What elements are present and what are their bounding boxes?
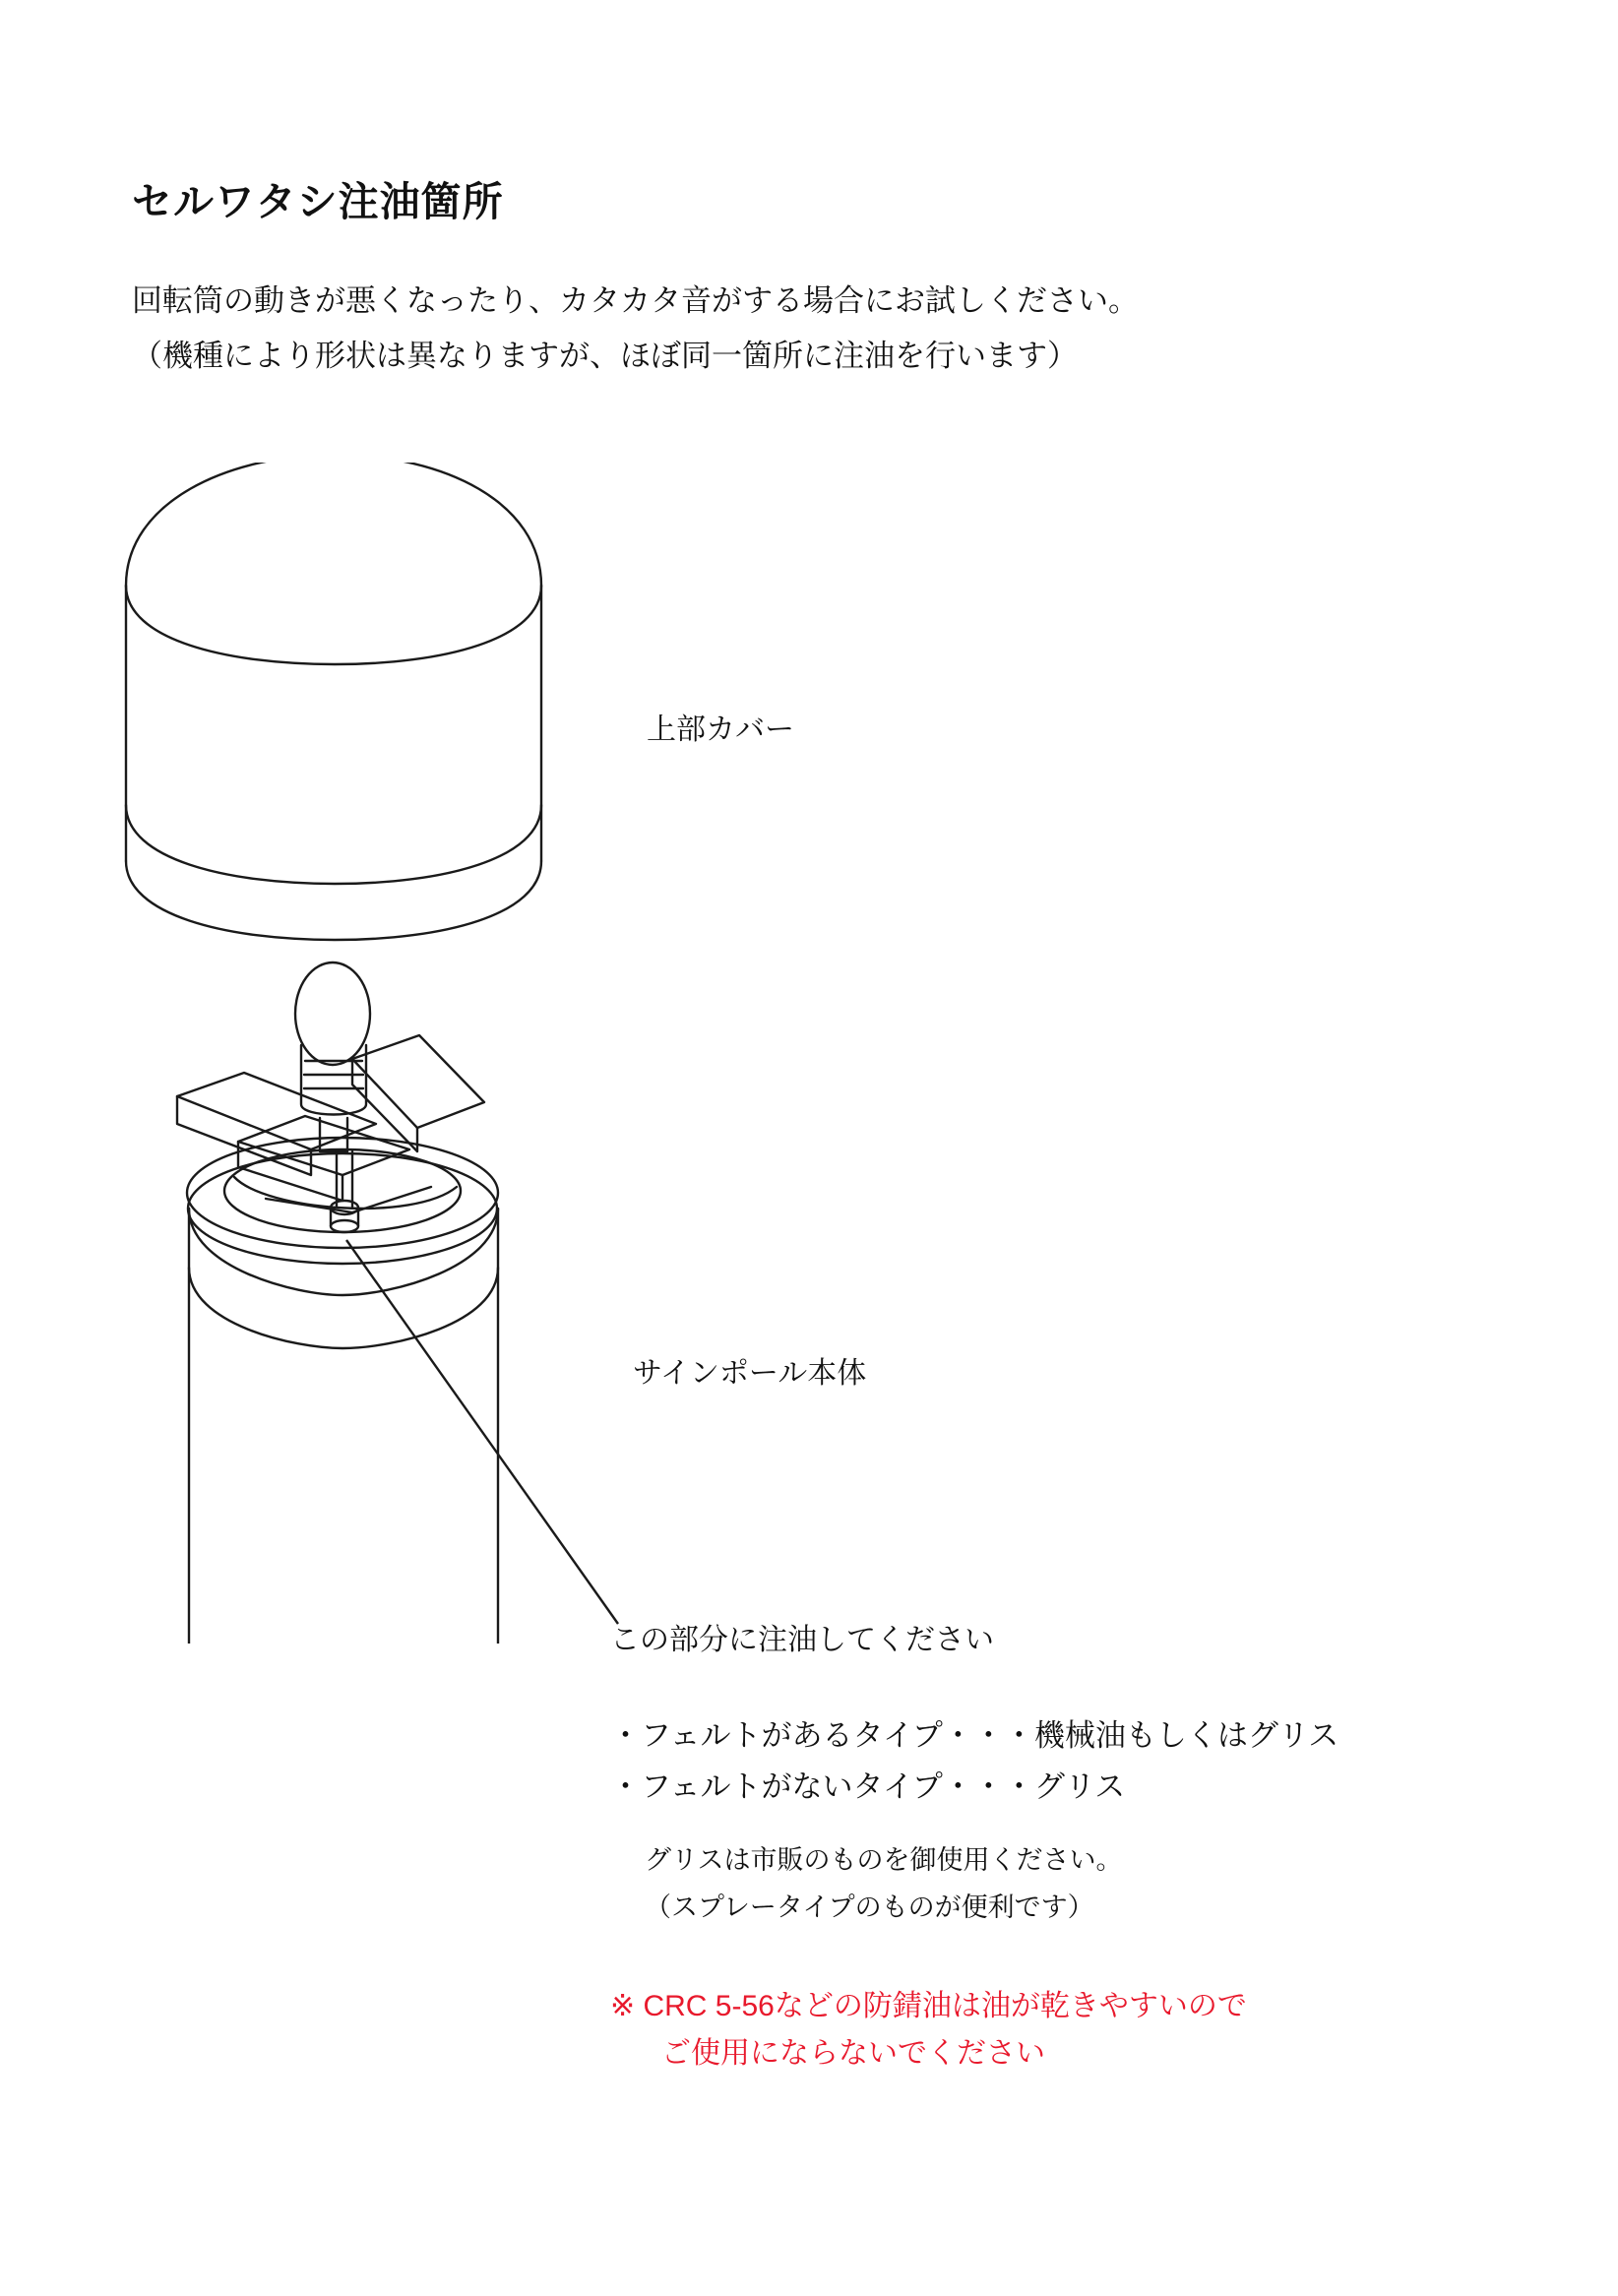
bulb-glass [295, 962, 370, 1065]
body-collar-line [189, 1268, 498, 1348]
warning-line-2: ご使用にならないでください [661, 2037, 1045, 2070]
intro-text [132, 274, 1139, 384]
collar-bottom [331, 1220, 358, 1232]
reflector-fin-left-thickness [177, 1096, 311, 1175]
label-pole-body: サインポール本体 [633, 1357, 867, 1390]
signpole-diagram [118, 463, 748, 1644]
cover-dome-rim-front [126, 586, 541, 664]
page-title: セルワタシ注油箇所 [132, 179, 504, 224]
cover-band-line [126, 805, 541, 884]
oil-type-list [610, 1710, 1338, 1813]
rotor-disc-detail-arc [234, 1177, 457, 1209]
reflector-fin-right [352, 1035, 484, 1128]
grease-note [645, 1836, 1122, 1931]
cover-bottom-front [126, 861, 541, 940]
cover-dome [126, 463, 541, 586]
grease-note-line-1: グリスは市販のものを御使用ください。 [645, 1845, 1123, 1875]
label-top-cover: 上部カバー [647, 714, 794, 746]
callout-text: この部分に注油してください [610, 1624, 994, 1656]
grease-note-line-2: （スプレータイプのものが便利です） [645, 1893, 1094, 1922]
intro-line-2: （機種により形状は異なりますが、ほぼ同一箇所に注油を行います） [132, 339, 1078, 373]
intro-line-1: 回転筒の動きが悪くなったり、カタカタ音がする場合にお試しください。 [132, 283, 1139, 318]
warning-line-1: ※ CRC 5-56などの防錆油は油が乾きやすいので [610, 1990, 1247, 2022]
rotor-arm-2 [352, 1187, 431, 1212]
list-item: ・フェルトがあるタイプ・・・機械油もしくはグリス [610, 1718, 1339, 1753]
warning-text [610, 1983, 1247, 2078]
list-item: ・フェルトがないタイプ・・・グリス [610, 1769, 1126, 1804]
